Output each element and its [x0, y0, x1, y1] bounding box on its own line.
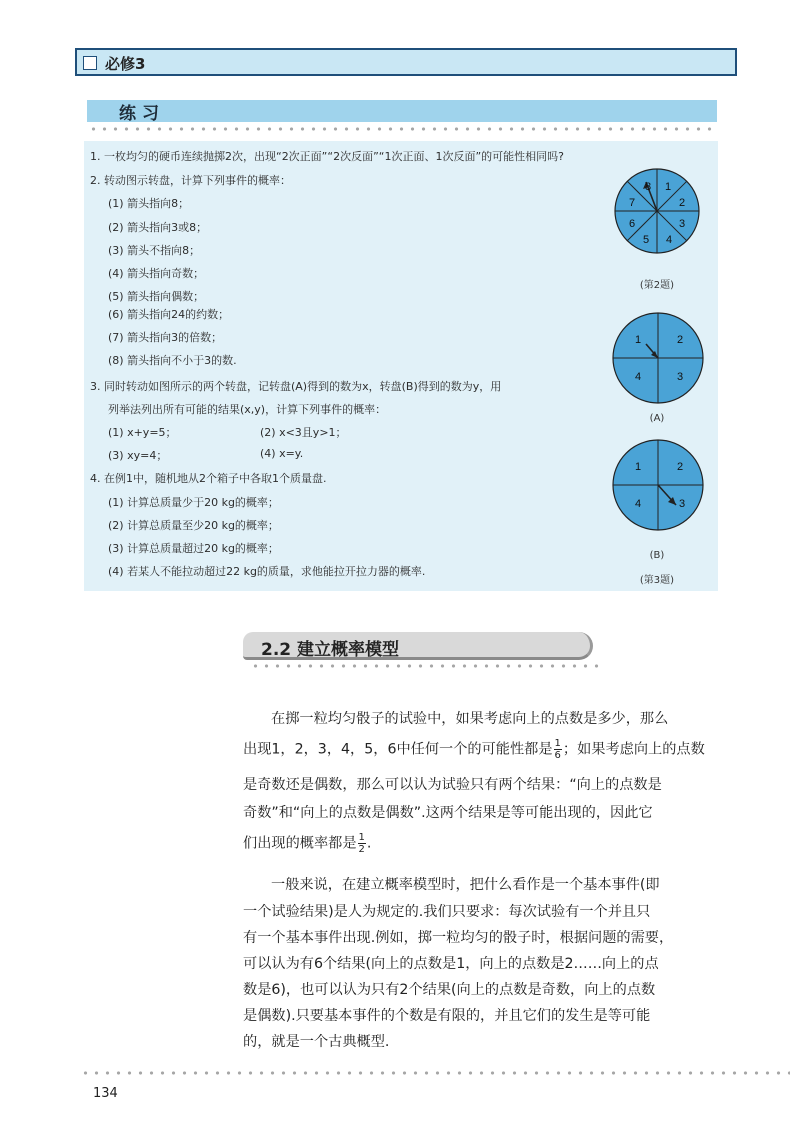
body-line	[243, 832, 723, 855]
exercise-line: (4) 箭头指向奇数；	[108, 267, 205, 280]
sector-label: 3	[676, 371, 684, 383]
body-line: 一个试验结果)是人为规定的.我们只要求：每次试验有一个并且只	[243, 904, 651, 920]
exercise-line: (6) 箭头指向24的约数；	[108, 308, 230, 321]
figure-caption-a: (A)	[649, 413, 665, 424]
header-label: 必修3	[105, 55, 146, 73]
body-text: ；如果考虑向上的点数	[562, 741, 705, 758]
figure-caption-b: (B)	[649, 550, 665, 561]
body-line: 奇数”和“向上的点数是偶数”.这两个结果是等可能出现的，因此它	[243, 805, 653, 821]
sector-label: 4	[665, 234, 673, 246]
exercise-line: (1) x+y=5；	[108, 426, 177, 439]
fraction-denominator: 6	[554, 750, 561, 761]
body-text: .	[366, 835, 372, 852]
sector-label: 2	[676, 334, 684, 346]
sector-label: 6	[628, 218, 636, 230]
dotted-divider	[88, 126, 718, 132]
exercise-line: (2) 计算总质量至少20 kg的概率；	[108, 519, 279, 532]
footer-dotted-divider	[80, 1070, 790, 1076]
sector-label: 1	[634, 334, 642, 346]
sector-label: 5	[642, 234, 650, 246]
body-line: 数是6)，也可以认为只有2个结果(向上的点数是奇数，向上的点数	[243, 982, 656, 998]
exercise-line: (2) x<3且y>1；	[260, 426, 347, 439]
body-line: 一般来说，在建立概率模型时，把什么看作是一个基本事件(即	[271, 877, 660, 893]
body-line: 是偶数).只要基本事件的个数是有限的，并且它们的发生是等可能	[243, 1008, 651, 1024]
body-line: 的，就是一个古典概型.	[243, 1034, 390, 1050]
sector-label: 7	[628, 197, 636, 209]
sector-label: 3	[678, 498, 686, 510]
exercise-line: (3) 箭头不指向8；	[108, 244, 201, 257]
exercise-line: 3. 同时转动如图所示的两个转盘，记转盘(A)得到的数为x，转盘(B)得到的数为y，用	[90, 380, 502, 393]
exercise-line: 列举法列出所有可能的结果(x,y)，计算下列事件的概率：	[108, 403, 387, 416]
sector-label: 1	[634, 461, 642, 473]
body-line: 在掷一粒均匀骰子的试验中，如果考虑向上的点数是多少，那么	[271, 711, 669, 727]
sector-label: 4	[634, 498, 642, 510]
exercise-line: 4. 在例1中，随机地从2个箱子中各取1个质量盘.	[90, 472, 327, 485]
fraction	[358, 832, 366, 855]
exercise-line: (8) 箭头指向不小于3的数.	[108, 354, 237, 367]
body-text: 出现1，2，3，4，5，6中任何一个的可能性都是	[243, 741, 553, 758]
exercise-line: 2. 转动图示转盘，计算下列事件的概率：	[90, 174, 291, 187]
spinner-8-figure	[612, 166, 702, 256]
exercise-line: (5) 箭头指向偶数；	[108, 290, 205, 303]
exercise-line: (1) 箭头指向8；	[108, 197, 190, 210]
exercise-title: 练习	[119, 104, 165, 124]
section-heading	[243, 632, 593, 660]
sector-label: 2	[678, 197, 686, 209]
fraction-numerator: 1	[358, 832, 365, 843]
fraction	[554, 738, 562, 761]
chapter-header	[75, 48, 737, 76]
spinner-b-figure	[610, 437, 706, 533]
exercise-line: (3) xy=4；	[108, 449, 168, 462]
body-line	[243, 738, 723, 761]
body-line: 有一个基本事件出现.例如，掷一粒均匀的骰子时，根据问题的需要，	[243, 930, 674, 946]
exercise-title-bar	[87, 100, 717, 122]
fraction-denominator: 2	[358, 844, 365, 855]
exercise-line: 1. 一枚均匀的硬币连续抛掷2次，出现“2次正面”“2次反面”“1次正面、1次反面”的可能性相同吗?	[90, 150, 565, 163]
exercise-line: (4) 若某人不能拉动超过22 kg的质量，求他能拉开拉力器的概率.	[108, 565, 426, 578]
exercise-line: (2) 箭头指向3或8；	[108, 221, 208, 234]
body-text: 们出现的概率都是	[243, 835, 357, 852]
fraction-numerator: 1	[554, 738, 561, 749]
sector-label: 2	[676, 461, 684, 473]
dotted-divider	[250, 663, 600, 669]
figure-caption-3: (第3题)	[639, 575, 675, 586]
page-number: 134	[93, 1086, 118, 1101]
figure-caption: (第2题)	[639, 280, 675, 291]
header-square-icon	[83, 56, 97, 70]
body-line: 是奇数还是偶数，那么可以认为试验只有两个结果：“向上的点数是	[243, 777, 662, 793]
sector-label: 4	[634, 371, 642, 383]
spinner-a-figure	[610, 310, 706, 406]
sector-label: 8	[644, 181, 652, 193]
body-line: 可以认为有6个结果(向上的点数是1，向上的点数是2……向上的点	[243, 956, 659, 972]
sector-label: 3	[678, 218, 686, 230]
exercise-line: (7) 箭头指向3的倍数；	[108, 331, 223, 344]
exercise-line: (3) 计算总质量超过20 kg的概率；	[108, 542, 279, 555]
exercise-line: (1) 计算总质量少于20 kg的概率；	[108, 496, 279, 509]
section-title: 2.2 建立概率模型	[261, 640, 400, 660]
exercise-line: (4) x=y.	[260, 447, 304, 460]
sector-label: 1	[664, 181, 672, 193]
